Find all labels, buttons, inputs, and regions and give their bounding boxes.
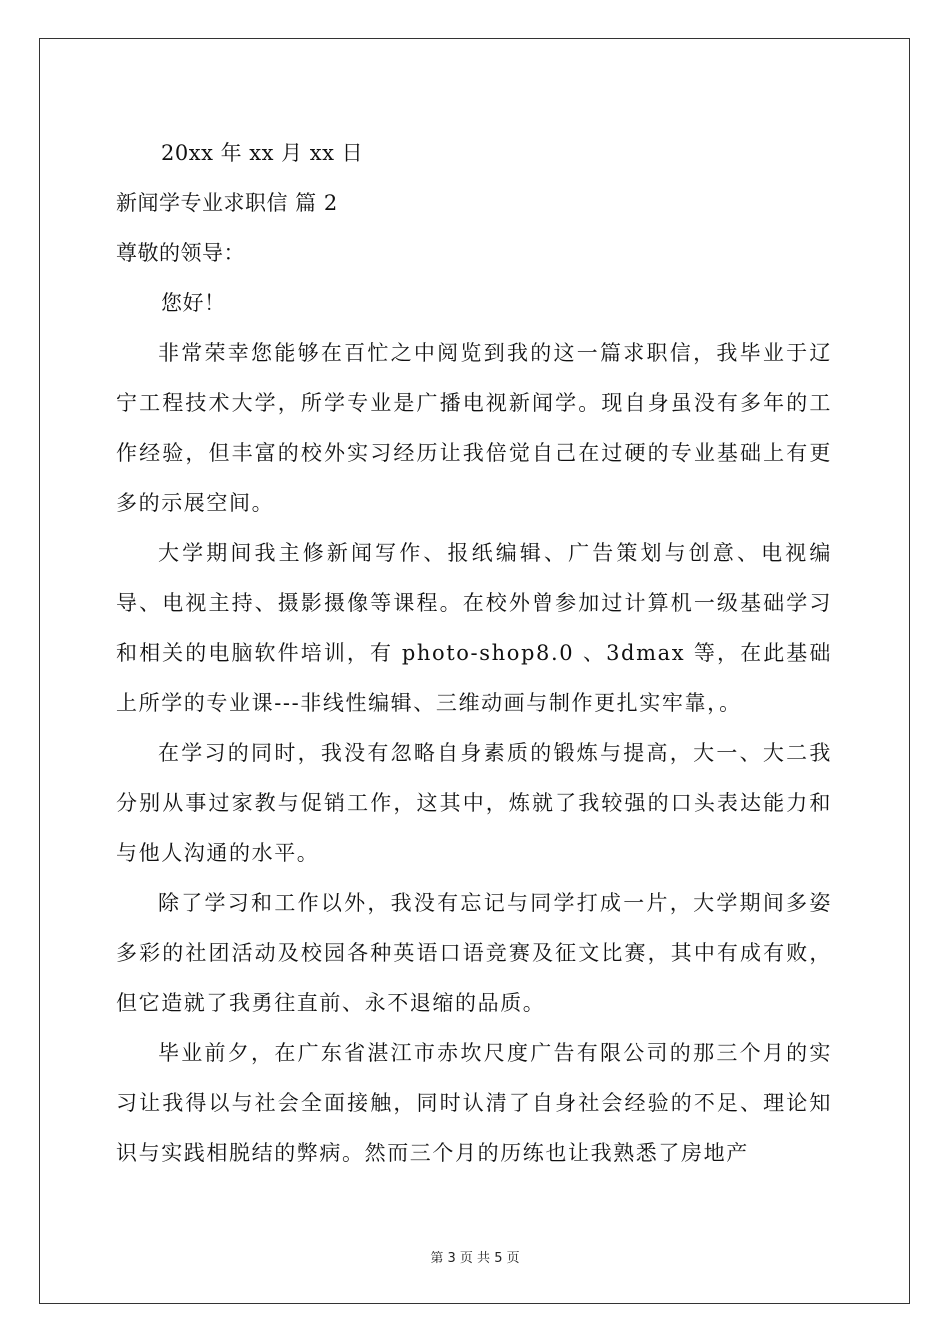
paragraph-4: 除了学习和工作以外，我没有忘记与同学打成一片，大学期间多姿多彩的社团活动及校园各种英语口语竞赛及征文比赛，其中有成有败，但它造就了我勇往直前、永不退缩的品质。 <box>116 891 832 1015</box>
date-line: 20xx 年 xx 月 xx 日 <box>161 141 364 165</box>
letter-body <box>116 128 836 1178</box>
salutation: 尊敬的领导： <box>116 241 245 265</box>
paragraph-2: 大学期间我主修新闻写作、报纸编辑、广告策划与创意、电视编导、电视主持、摄影摄像等课程。在校外曾参加过计算机一级基础学习和相关的电脑软件培训，有 photo-shop8.0 、3dmax 等，在此基础上所学的专业课---非线性编辑、三维动画与制作更扎实牢靠，。 <box>116 541 832 715</box>
greeting: 您好！ <box>161 291 226 315</box>
section-title: 新闻学专业求职信 篇 2 <box>116 191 338 215</box>
paragraph-1: 非常荣幸您能够在百忙之中阅览到我的这一篇求职信，我毕业于辽宁工程技术大学，所学专业是广播电视新闻学。现自身虽没有多年的工作经验，但丰富的校外实习经历让我倍觉自己在过硬的专业基础上有更多的示展空间。 <box>116 341 832 515</box>
paragraph-5: 毕业前夕，在广东省湛江市赤坎尺度广告有限公司的那三个月的实习让我得以与社会全面接触，同时认清了自身社会经验的不足、理论知识与实践相脱结的弊病。然而三个月的历练也让我熟悉了房地产 <box>116 1041 832 1165</box>
page-footer: 第 3 页 共 5 页 <box>430 1251 520 1266</box>
paragraph-3: 在学习的同时，我没有忽略自身素质的锻炼与提高，大一、大二我分别从事过家教与促销工作，这其中，炼就了我较强的口头表达能力和与他人沟通的水平。 <box>116 741 832 865</box>
